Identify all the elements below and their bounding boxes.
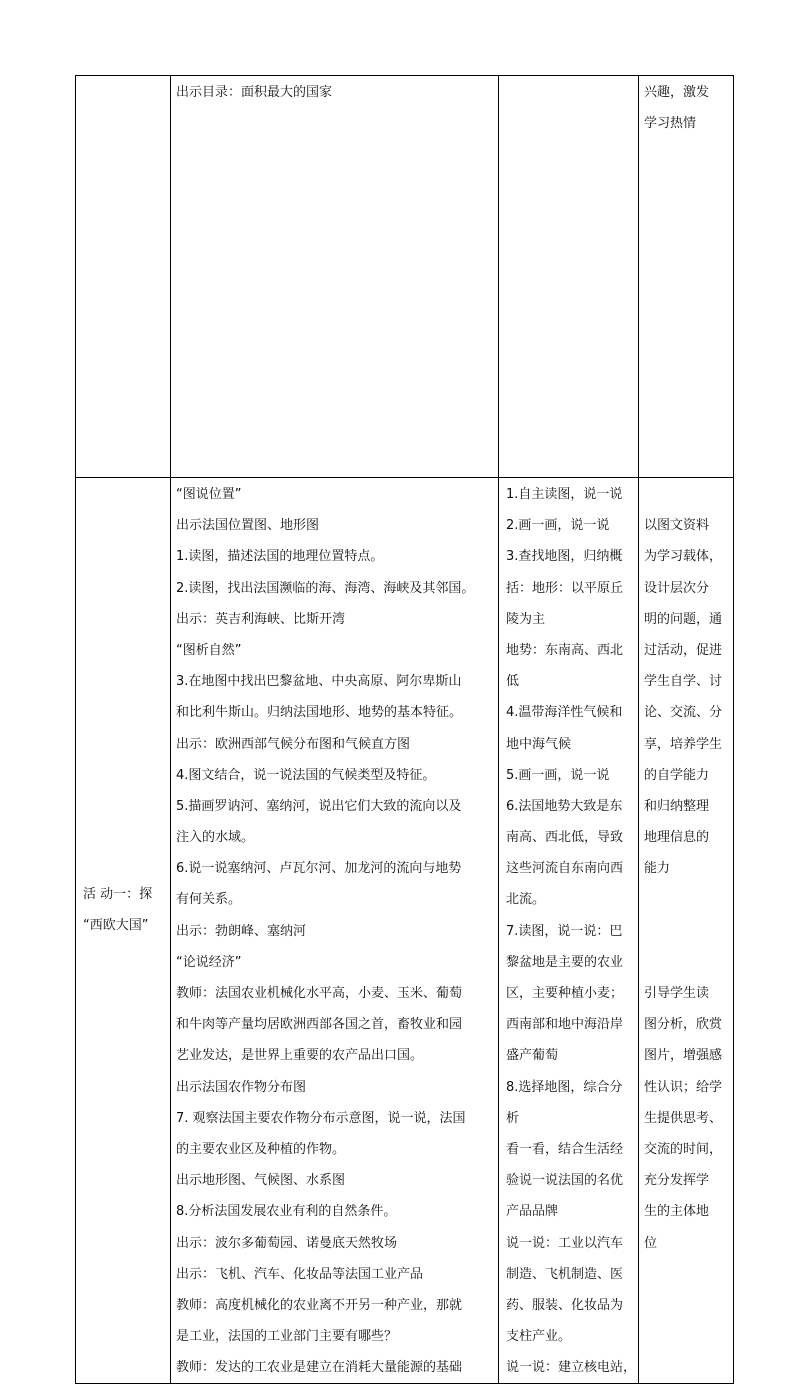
text-line: 西南部和地中海沿岸 bbox=[506, 1017, 624, 1033]
text-line: 活 动一：探 bbox=[83, 887, 153, 902]
text-line: 出示目录：面积最大的国家 bbox=[176, 85, 333, 100]
text-line: 黎盆地是主要的农业 bbox=[506, 954, 624, 970]
text-line: 这些河流自东南向西 bbox=[506, 861, 624, 877]
activity-text bbox=[76, 478, 170, 941]
text-line: 引导学生读 bbox=[644, 986, 710, 1001]
teacher-activity-text bbox=[171, 76, 498, 108]
text-line: 括：地形：以平原丘 bbox=[506, 580, 624, 596]
text-line: 低 bbox=[506, 674, 520, 690]
student-activity-text bbox=[499, 76, 638, 77]
text-line: 7.读图，说一说：巴 bbox=[506, 923, 623, 939]
text-line: “论说经济” bbox=[176, 954, 242, 970]
text-line: 地中海气候 bbox=[506, 736, 572, 752]
teacher-activity-cell bbox=[171, 76, 499, 478]
text-line: 学习热情 bbox=[644, 116, 697, 132]
text-line: 图片，增强感 bbox=[644, 1048, 723, 1064]
text-line: 区，主要种植小麦； bbox=[506, 986, 624, 1001]
student-activity-cell bbox=[499, 76, 639, 478]
text-line: 南高、西北低，导致 bbox=[506, 830, 624, 846]
text-line: 盛产葡萄 bbox=[506, 1048, 559, 1064]
text-line: 出示：飞机、汽车、化妆品等法国工业产品 bbox=[176, 1266, 424, 1282]
text-line: 1.自主读图，说一说 bbox=[506, 487, 623, 502]
text-line: 产品品牌 bbox=[506, 1204, 559, 1220]
text-line: 验说一说法国的名优 bbox=[506, 1173, 624, 1189]
text-line: 图分析，欣赏 bbox=[644, 1017, 723, 1033]
activity-cell bbox=[76, 478, 171, 1384]
text-line: 过活动，促进 bbox=[644, 642, 723, 658]
design-intent-text bbox=[639, 478, 733, 1259]
text-line: 教师：发达的工农业是建立在消耗大量能源的基础 bbox=[176, 1360, 463, 1376]
text-line: 说一说：工业以汽车 bbox=[506, 1235, 624, 1251]
text-line: 和比利牛斯山。归纳法国地形、地势的基本特征。 bbox=[176, 705, 463, 721]
text-line: 2.读图，找出法国濒临的海、海湾、海峡及其邻国。 bbox=[176, 580, 475, 596]
text-line: 生的主体地 bbox=[644, 1204, 710, 1220]
text-line: 教师：法国农业机械化水平高，小麦、玉米、葡萄 bbox=[176, 986, 463, 1001]
text-line: 陵为主 bbox=[506, 611, 546, 627]
text-line: 艺业发达，是世界上重要的农产品出口国。 bbox=[176, 1048, 424, 1064]
text-line: 8.分析法国发展农业有利的自然条件。 bbox=[176, 1204, 397, 1220]
text-line: 出示：波尔多葡萄园、诺曼底天然牧场 bbox=[176, 1235, 398, 1251]
design-intent-text bbox=[639, 76, 733, 139]
teacher-activity-cell bbox=[171, 478, 499, 1384]
text-line: 1.读图，描述法国的地理位置特点。 bbox=[176, 549, 384, 565]
text-line: 出示：欧洲西部气候分布图和气候直方图 bbox=[176, 736, 411, 752]
text-line: 论、交流、分 bbox=[644, 705, 723, 721]
text-line: 看一看，结合生活经 bbox=[506, 1141, 624, 1157]
text-line bbox=[644, 947, 730, 978]
text-line: 出示法国农作物分布图 bbox=[176, 1079, 307, 1095]
text-line: 充分发挥学 bbox=[644, 1173, 710, 1189]
text-line: 地势：东南高、西北 bbox=[506, 642, 624, 658]
text-line: “图说位置” bbox=[176, 487, 242, 502]
text-line: 8.选择地图，综合分 bbox=[506, 1079, 623, 1095]
text-line: 3.在地图中找出巴黎盆地、中央高原、阿尔卑斯山 bbox=[176, 674, 462, 690]
text-line: 药、服装、化妆品为 bbox=[506, 1297, 624, 1313]
text-line: 有何关系。 bbox=[176, 892, 242, 908]
activity-text bbox=[76, 76, 170, 477]
text-line: 位 bbox=[644, 1235, 658, 1251]
text-line: “西欧大国” bbox=[83, 918, 149, 934]
text-line: 制造、飞机制造、医 bbox=[506, 1266, 624, 1282]
text-line: 以图文资料 bbox=[644, 518, 710, 534]
table-row bbox=[76, 76, 734, 478]
text-line: 析 bbox=[506, 1110, 520, 1126]
text-line: 注入的水域。 bbox=[176, 830, 255, 846]
text-line: 性认识；给学 bbox=[644, 1079, 723, 1095]
text-line: 的自学能力 bbox=[644, 767, 710, 783]
text-line: 6.说一说塞纳河、卢瓦尔河、加龙河的流向与地势 bbox=[176, 861, 462, 877]
student-activity-cell bbox=[499, 478, 639, 1384]
text-line: 和牛肉等产量均居欧洲西部各国之首，畜牧业和园 bbox=[176, 1017, 463, 1033]
text-line: 地理信息的 bbox=[644, 830, 710, 846]
text-line: 5.画一画，说一说 bbox=[506, 767, 610, 783]
design-intent-cell bbox=[639, 478, 734, 1384]
text-line: 说一说：建立核电站， bbox=[506, 1360, 637, 1376]
text-line: 交流的时间， bbox=[644, 1141, 723, 1157]
text-line: “图析自然” bbox=[176, 642, 242, 658]
text-line: 能力 bbox=[644, 861, 671, 877]
activity-cell bbox=[76, 76, 171, 478]
text-line: 出示法国位置图、地形图 bbox=[176, 518, 320, 534]
text-line bbox=[644, 916, 730, 947]
text-line: 享，培养学生 bbox=[644, 736, 723, 752]
text-line: 2.画一画，说一说 bbox=[506, 518, 610, 534]
lesson-plan-table bbox=[75, 75, 734, 1384]
text-line: 支柱产业。 bbox=[506, 1329, 572, 1345]
text-line: 3.查找地图，归纳概 bbox=[506, 549, 623, 565]
teacher-activity-text bbox=[171, 478, 498, 1383]
text-line: 4.温带海洋性气候和 bbox=[506, 705, 623, 721]
design-intent-cell bbox=[639, 76, 734, 478]
text-line: 和归纳整理 bbox=[644, 798, 710, 814]
table-row bbox=[76, 478, 734, 1384]
text-line: 4.图文结合，说一说法国的气候类型及特征。 bbox=[176, 767, 436, 783]
text-line bbox=[644, 479, 730, 510]
text-line: 出示地形图、气候图、水系图 bbox=[176, 1173, 346, 1189]
text-line: 为学习载体， bbox=[644, 549, 723, 565]
text-line: 明的问题，通 bbox=[644, 611, 723, 627]
text-line: 学生自学、讨 bbox=[644, 674, 723, 690]
text-line: 北流。 bbox=[506, 892, 546, 908]
text-line: 是工业，法国的工业部门主要有哪些？ bbox=[176, 1329, 398, 1345]
text-line: 6.法国地势大致是东 bbox=[506, 798, 623, 814]
text-line: 出示：勃朗峰、塞纳河 bbox=[176, 923, 307, 939]
text-line: 7. 观察法国主要农作物分布示意图，说一说，法国 bbox=[176, 1110, 466, 1126]
text-line: 教师：高度机械化的农业离不开另一种产业，那就 bbox=[176, 1297, 463, 1313]
text-line: 5.描画罗讷河、塞纳河，说出它们大致的流向以及 bbox=[176, 798, 462, 814]
text-line: 兴趣，激发 bbox=[644, 85, 710, 100]
text-line: 的主要农业区及种植的作物。 bbox=[176, 1141, 346, 1157]
student-activity-text bbox=[499, 478, 638, 1383]
text-line: 设计层次分 bbox=[644, 580, 710, 596]
text-line: 出示：英吉利海峡、比斯开湾 bbox=[176, 611, 346, 627]
text-line bbox=[644, 884, 730, 915]
text-line: 生提供思考、 bbox=[644, 1110, 723, 1126]
